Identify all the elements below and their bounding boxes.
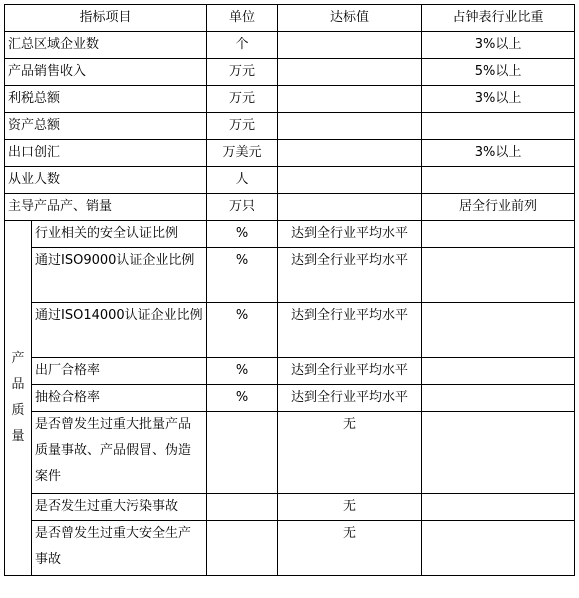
row-unit: 万元 <box>207 113 278 140</box>
row-unit: 万美元 <box>207 140 278 167</box>
row-item: 产品销售收入 <box>5 59 207 86</box>
row-share <box>422 385 575 412</box>
row-unit <box>207 521 278 576</box>
row-share <box>422 113 575 140</box>
row-share: 3%以上 <box>422 32 575 59</box>
row-target: 达到全行业平均水平 <box>278 303 422 358</box>
row-item: 是否曾发生过重大批量产品质量事故、产品假冒、伪造案件 <box>32 412 207 494</box>
row-target: 无 <box>278 494 422 521</box>
row-target <box>278 167 422 194</box>
row-item: 出厂合格率 <box>32 358 207 385</box>
quality-label-char: 质 <box>11 403 25 418</box>
row-item: 主导产品产、销量 <box>5 194 207 221</box>
quality-label-char: 量 <box>11 429 25 444</box>
table-row <box>5 248 575 303</box>
table-row <box>5 494 575 521</box>
row-target: 无 <box>278 412 422 494</box>
row-item: 是否曾发生过重大安全生产事故 <box>32 521 207 576</box>
table-row <box>5 303 575 358</box>
row-item: 通过ISO14000认证企业比例 <box>32 303 207 358</box>
header-share: 占钟表行业比重 <box>422 5 575 32</box>
header-unit: 单位 <box>207 5 278 32</box>
table-row <box>5 521 575 576</box>
table-row <box>5 221 575 248</box>
row-item: 抽检合格率 <box>32 385 207 412</box>
row-share <box>422 248 575 303</box>
row-item: 出口创汇 <box>5 140 207 167</box>
indicator-table <box>4 4 575 576</box>
table-row <box>5 167 575 194</box>
row-target <box>278 194 422 221</box>
table-row <box>5 412 575 494</box>
header-item: 指标项目 <box>5 5 207 32</box>
row-share: 居全行业前列 <box>422 194 575 221</box>
row-share <box>422 167 575 194</box>
row-item: 利税总额 <box>5 86 207 113</box>
table-row <box>5 86 575 113</box>
row-target <box>278 32 422 59</box>
row-unit <box>207 494 278 521</box>
row-share <box>422 412 575 494</box>
header-row <box>5 5 575 32</box>
row-unit: 万元 <box>207 86 278 113</box>
row-target <box>278 113 422 140</box>
row-unit: 万元 <box>207 59 278 86</box>
row-share <box>422 221 575 248</box>
row-target: 达到全行业平均水平 <box>278 248 422 303</box>
table-row <box>5 385 575 412</box>
row-item: 从业人数 <box>5 167 207 194</box>
table-row <box>5 140 575 167</box>
quality-group-label <box>5 221 32 576</box>
row-target <box>278 140 422 167</box>
table-row <box>5 59 575 86</box>
row-unit: % <box>207 385 278 412</box>
row-target: 达到全行业平均水平 <box>278 385 422 412</box>
row-share: 3%以上 <box>422 140 575 167</box>
row-unit: % <box>207 221 278 248</box>
quality-label-char: 品 <box>11 377 25 392</box>
row-item: 通过ISO9000认证企业比例 <box>32 248 207 303</box>
table-row <box>5 32 575 59</box>
header-target: 达标值 <box>278 5 422 32</box>
row-target <box>278 59 422 86</box>
row-item: 行业相关的安全认证比例 <box>32 221 207 248</box>
row-share <box>422 521 575 576</box>
row-share: 3%以上 <box>422 86 575 113</box>
row-target: 达到全行业平均水平 <box>278 221 422 248</box>
quality-label-char: 产 <box>11 351 25 366</box>
table-row <box>5 194 575 221</box>
row-share: 5%以上 <box>422 59 575 86</box>
row-item: 是否发生过重大污染事故 <box>32 494 207 521</box>
table-row <box>5 358 575 385</box>
row-unit: 人 <box>207 167 278 194</box>
row-target: 无 <box>278 521 422 576</box>
row-item: 资产总额 <box>5 113 207 140</box>
row-unit: 个 <box>207 32 278 59</box>
row-target <box>278 86 422 113</box>
row-share <box>422 494 575 521</box>
row-unit: % <box>207 248 278 303</box>
row-unit: % <box>207 358 278 385</box>
row-target: 达到全行业平均水平 <box>278 358 422 385</box>
row-unit: 万只 <box>207 194 278 221</box>
row-unit <box>207 412 278 494</box>
table-row <box>5 113 575 140</box>
row-item: 汇总区域企业数 <box>5 32 207 59</box>
row-unit: % <box>207 303 278 358</box>
row-share <box>422 358 575 385</box>
row-share <box>422 303 575 358</box>
